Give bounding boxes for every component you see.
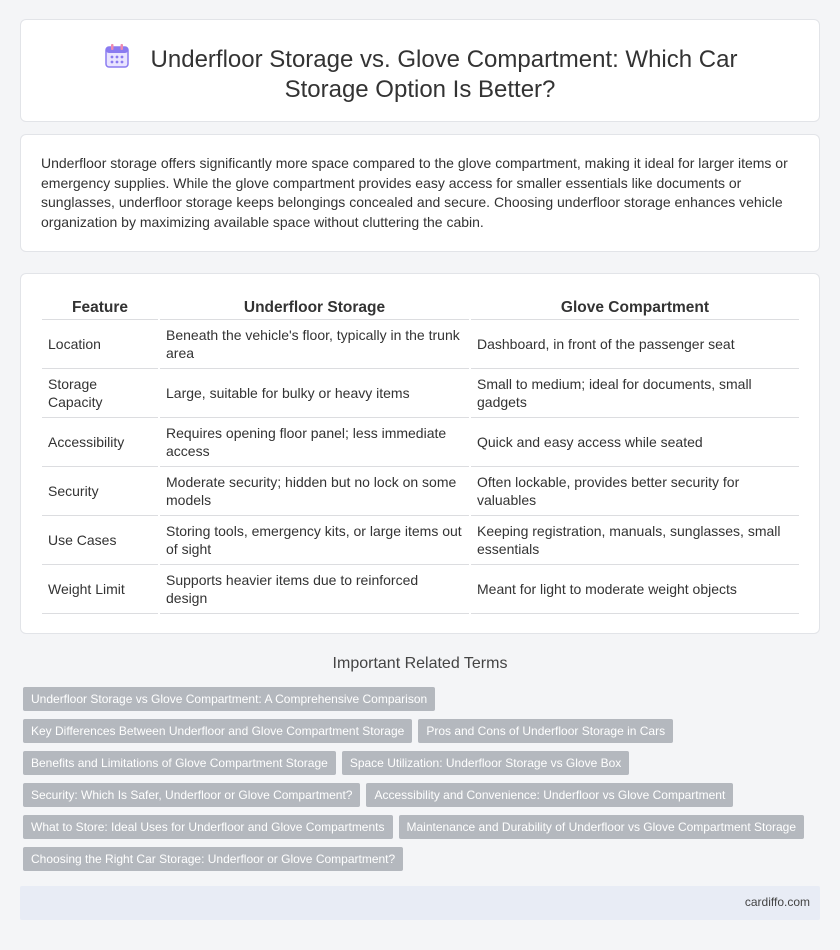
- tag-row: [23, 719, 813, 751]
- cell-underfloor: Beneath the vehicle's floor, typically in the trunk area: [160, 320, 469, 369]
- tag-row: [23, 687, 813, 719]
- cell-glove: Meant for light to moderate weight objects: [471, 565, 799, 614]
- cell-underfloor: Storing tools, emergency kits, or large items out of sight: [160, 516, 469, 565]
- table-row: [42, 369, 799, 418]
- table-row: [42, 565, 799, 614]
- related-term-tag[interactable]: Security: Which Is Safer, Underfloor or Glove Compartment?: [23, 783, 360, 807]
- cell-glove: Often lockable, provides better security for valuables: [471, 467, 799, 516]
- cell-glove: Quick and easy access while seated: [471, 418, 799, 467]
- header-card: [20, 19, 820, 122]
- tag-row: [23, 783, 813, 815]
- table-row: [42, 467, 799, 516]
- related-term-tag[interactable]: Underfloor Storage vs Glove Compartment: A Comprehensive Comparison: [23, 687, 435, 711]
- footer-site-link[interactable]: cardiffo.com: [744, 895, 810, 909]
- related-term-tag[interactable]: Maintenance and Durability of Underfloor vs Glove Compartment Storage: [399, 815, 805, 839]
- page-title: Underfloor Storage vs. Glove Compartment: Which Car Storage Option Is Better?: [150, 46, 738, 103]
- cell-glove: Dashboard, in front of the passenger seat: [471, 320, 799, 369]
- cell-glove: Small to medium; ideal for documents, small gadgets: [471, 369, 799, 418]
- cell-underfloor: Large, suitable for bulky or heavy items: [160, 369, 469, 418]
- table-header-row: [42, 296, 799, 320]
- tag-row: [23, 751, 813, 783]
- cell-feature: Storage Capacity: [42, 369, 158, 418]
- tag-row: [23, 815, 813, 847]
- intro-card: [20, 134, 820, 252]
- related-term-tag[interactable]: Accessibility and Convenience: Underfloor vs Glove Compartment: [366, 783, 733, 807]
- cell-feature: Location: [42, 320, 158, 369]
- cell-feature: Security: [42, 467, 158, 516]
- cell-feature: Use Cases: [42, 516, 158, 565]
- related-term-tag[interactable]: Space Utilization: Underfloor Storage vs Glove Box: [342, 751, 629, 775]
- cell-feature: Accessibility: [42, 418, 158, 467]
- footer-bar: [20, 886, 820, 920]
- related-term-tag[interactable]: Key Differences Between Underfloor and Glove Compartment Storage: [23, 719, 412, 743]
- cell-underfloor: Requires opening floor panel; less immediate access: [160, 418, 469, 467]
- page-title-wrap: [61, 42, 779, 105]
- comparison-card: [20, 273, 820, 634]
- cell-feature: Weight Limit: [42, 565, 158, 614]
- comparison-table: [42, 296, 799, 614]
- tag-row: [23, 847, 813, 879]
- related-term-tag[interactable]: What to Store: Ideal Uses for Underfloor and Glove Compartments: [23, 815, 393, 839]
- header-feature: Feature: [42, 296, 158, 320]
- related-terms-title: Important Related Terms: [332, 655, 508, 672]
- related-term-tag[interactable]: Choosing the Right Car Storage: Underfloor or Glove Compartment?: [23, 847, 403, 871]
- related-terms-list: [23, 687, 813, 879]
- table-row: [42, 418, 799, 467]
- table-row: [42, 516, 799, 565]
- cell-underfloor: Moderate security; hidden but no lock on some models: [160, 467, 469, 516]
- related-term-tag[interactable]: Benefits and Limitations of Glove Compartment Storage: [23, 751, 336, 775]
- cell-underfloor: Supports heavier items due to reinforced design: [160, 565, 469, 614]
- cell-glove: Keeping registration, manuals, sunglasses, small essentials: [471, 516, 799, 565]
- header-underfloor: Underfloor Storage: [160, 296, 469, 320]
- calendar-icon: [103, 42, 131, 70]
- header-glove: Glove Compartment: [471, 296, 799, 320]
- related-term-tag[interactable]: Pros and Cons of Underfloor Storage in Cars: [418, 719, 673, 743]
- table-row: [42, 320, 799, 369]
- intro-paragraph: Underfloor storage offers significantly more space compared to the glove compartment, making it ideal for larger items or emergency supplies. While the glove compartment provides easy access for smaller essentials like documents or sunglasses, underfloor storage keeps belongings concealed and secure. Choosing underfloor storage enhances vehicle organization by maximizing available space without cluttering the cabin.: [41, 155, 788, 230]
